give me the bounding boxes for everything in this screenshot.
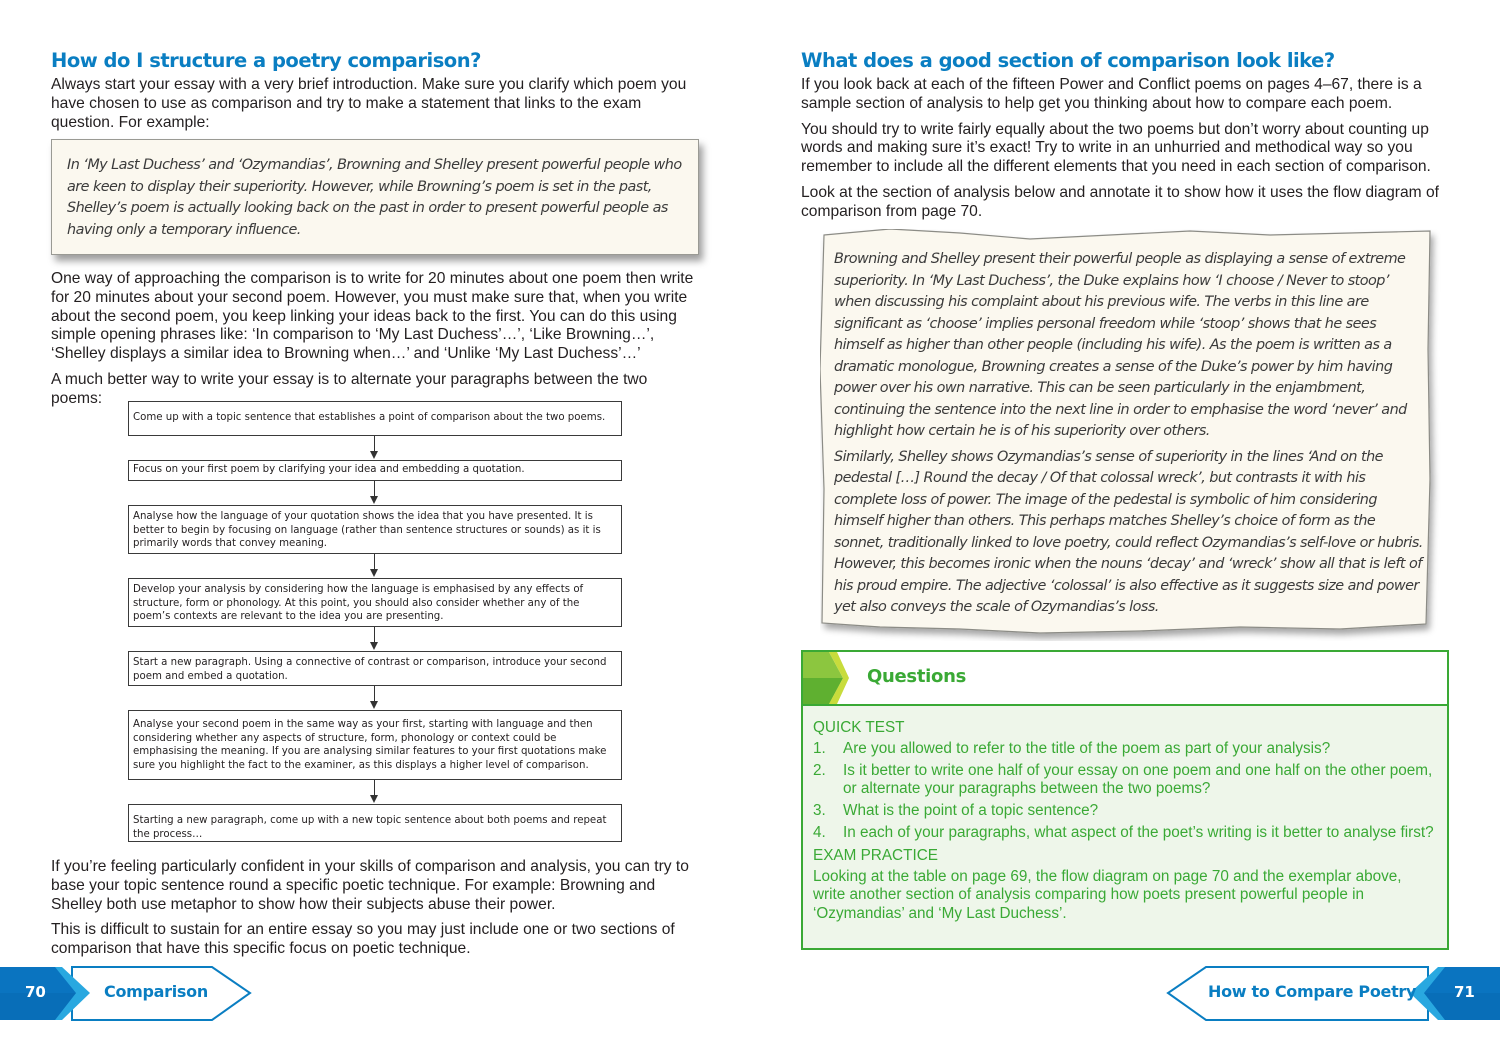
- flow-step-6: Analyse your second poem in the same way as your first, starting with language and then considering whether any aspects of structure, form, phonology or context could be emphasising the meaning. If you are analysing similar features to your first quotations make sure you highlight the fact to the examiner, as this displays a higher level of comparison.: [128, 710, 622, 780]
- quick-test-item: [813, 824, 1437, 843]
- questions-box: [801, 650, 1449, 950]
- equally-text: You should try to write fairly equally about the two poems but don’t worry about counting up words and making sure it’s exact! Try to write in an unhurried and methodical way so you remember to include all the different elements that you need in each section of comparison.: [801, 120, 1431, 176]
- section-label: How to Compare Poetry: [1208, 982, 1417, 1001]
- right-page-heading: What does a good section of comparison look like?: [801, 49, 1335, 72]
- flow-step-2: Focus on your first poem by clarifying your idea and embedding a quotation.: [128, 460, 622, 481]
- arrow-down-icon: [128, 481, 622, 505]
- example-box: [51, 139, 699, 255]
- arrow-down-icon: [128, 627, 622, 651]
- questions-title: Questions: [867, 666, 967, 687]
- flow-step-3: Analyse how the language of your quotation shows the idea that you have presented. It is better to begin by focusing on language (rather than sentence structures or sounds) as it is primarily words that convey meaning.: [128, 505, 622, 554]
- sample-analysis-box: [820, 229, 1432, 630]
- question-number: 2.: [813, 761, 826, 779]
- approach-text: One way of approaching the comparison is to write for 20 minutes about one poem then write for 20 minutes about your second poem. However, you must make sure that, when you write about the second poem, you keep linking your ideas back to the first. You can do this using simple opening phrases like: ‘In comparison to ‘My Last Duchess’…’, ‘Like Browning…’, ‘Shelley displays a similar idea to Browning when…’ and ‘Unlike ‘My Last Duchess’…’: [51, 270, 694, 363]
- technique-paragraphs: [51, 858, 701, 966]
- example-text: In ‘My Last Duchess’ and ‘Ozymandias’, Browning and Shelley present powerful people who are keen to display their superiority. However, while Browning’s poem is set in the past, Shelley’s poem is actually looking back on the past in order to present powerful people as having only a temporary influence.: [67, 157, 682, 238]
- question-number: 4.: [813, 823, 826, 841]
- fifteen-poems-text: If you look back at each of the fifteen Power and Conflict poems on pages 4–67, there is a sample section of analysis to help get you thinking about how to compare each poem.: [801, 76, 1422, 112]
- arrow-down-icon: [128, 554, 622, 578]
- quick-test-item: [813, 802, 1437, 821]
- chevron-badge-icon: [803, 652, 849, 704]
- approach-paragraphs: [51, 270, 701, 416]
- sustain-text: This is difficult to sustain for an entire essay so you may just include one or two sections of comparison that have this specific focus on poetic technique.: [51, 921, 675, 958]
- quick-test-item: [813, 762, 1437, 800]
- arrow-down-icon: [128, 436, 622, 460]
- analysis-paragraph-browning: Browning and Shelley present their powerful people as displaying a sense of extreme superiority. In ‘My Last Duchess’, the Duke explains how ‘I choose / Never to stoop’ when discussing his complaint about his previous wife. The verbs in this line are significant as ‘choose’ implies personal freedom while ‘stoop’ shows that he sees himself as higher than other people (including his wife). As the poem is written as a dramatic monologue, Browning creates a sense of the Duke’s power by him having power over his own narrative. This can be seen particularly in the enjambment, continuing the sentence into the next line in order to emphasise the word ‘never’ and highlight how certain he is of his superiority over others.: [834, 251, 1407, 439]
- analysis-text: [834, 249, 1424, 623]
- questions-header: [803, 652, 1447, 706]
- questions-body: [803, 706, 1447, 924]
- alternate-text: A much better way to write your essay is to alternate your paragraphs between the two poems:: [51, 370, 648, 407]
- annotate-text: Look at the section of analysis below and annotate it to show how it uses the flow diagram of comparison from page 70.: [801, 183, 1439, 220]
- quick-test-list: [813, 740, 1437, 843]
- comparison-flow-diagram: [128, 401, 622, 842]
- arrow-down-icon: [128, 780, 622, 804]
- question-text: Are you allowed to refer to the title of the poem as part of your analysis?: [843, 739, 1331, 757]
- flow-step-1: Come up with a topic sentence that establishes a point of comparison about the two poems.: [128, 401, 622, 436]
- intro-paragraph: [51, 76, 701, 139]
- question-number: 3.: [813, 802, 826, 820]
- quick-test-item: [813, 740, 1437, 759]
- page-number: 70: [25, 983, 46, 1001]
- right-intro-paragraphs: [801, 76, 1451, 229]
- flow-step-5: Start a new paragraph. Using a connective of contrast or comparison, introduce your second poem and embed a quotation.: [128, 651, 622, 686]
- flow-step-4: Develop your analysis by considering how the language is emphasised by any effects of structure, form or phonology. At this point, you should also consider whether any of the poem’s contexts are relevant to the idea you are presenting.: [128, 578, 622, 627]
- arrow-down-icon: [128, 686, 622, 710]
- exam-practice-label: EXAM PRACTICE: [813, 846, 938, 864]
- question-number: 1.: [813, 739, 826, 757]
- quick-test-label: QUICK TEST: [813, 719, 905, 736]
- section-label: Comparison: [104, 982, 208, 1001]
- intro-text: Always start your essay with a very brief introduction. Make sure you clarify which poem you have chosen to use as comparison and try to make a statement that links to the exam question. For example:: [51, 76, 687, 131]
- question-text: What is the point of a topic sentence?: [843, 802, 1099, 820]
- flow-step-7: Starting a new paragraph, come up with a new topic sentence about both poems and repeat the process…: [128, 804, 622, 842]
- page-number: 71: [1454, 983, 1475, 1001]
- technique-text: If you’re feeling particularly confident in your skills of comparison and analysis, you can try to base your topic sentence round a specific poetic technique. For example: Browning and Shelley both use metaphor to show how their subjects abuse their power.: [51, 858, 689, 913]
- footer-tab-right[interactable]: [1166, 965, 1500, 1021]
- exam-practice-text: Looking at the table on page 69, the flow diagram on page 70 and the exemplar above, write another section of analysis comparing how poets present powerful people in ‘Ozymandias’ and ‘My Last Duchess’.: [813, 867, 1402, 923]
- question-text: Is it better to write one half of your essay on one poem and one half on the other poem, or alternate your paragraphs between the two poems?: [843, 761, 1433, 798]
- left-page-heading: How do I structure a poetry comparison?: [51, 49, 481, 72]
- footer-tab-left[interactable]: [0, 965, 252, 1021]
- analysis-paragraph-shelley: Similarly, Shelley shows Ozymandias’s sense of superiority in the lines ‘And on the pedestal […] Round the decay / Of that colossal wreck’, but contrasts it with his complete loss of power. The image of the pedestal is symbolic of him considering himself higher than others. This perhaps matches Shelley’s choice of form as the sonnet, traditionally linked to love poetry, could reflect Ozymandias’s self-love or hubris. However, this becomes ironic when the nouns ‘decay’ and ‘wreck’ show all that is left of his proud empire. The adjective ‘colossal’ is also effective as it suggests size and power yet also conveys the scale of Ozymandias’s loss.: [834, 448, 1423, 615]
- question-text: In each of your paragraphs, what aspect of the poet’s writing is it better to analyse first?: [843, 823, 1434, 841]
